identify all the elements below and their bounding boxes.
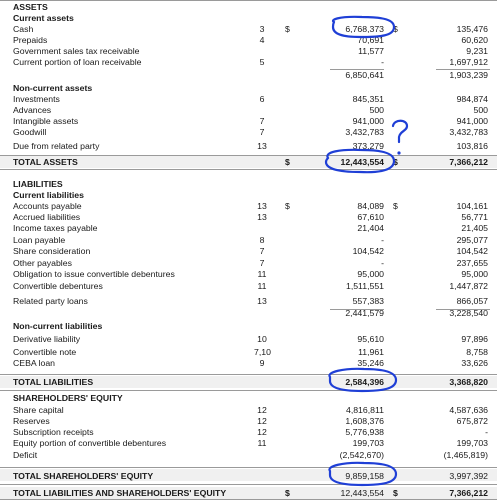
table-row <box>0 405 497 416</box>
row-note: 11 <box>257 269 267 279</box>
prior-value: 104,542 <box>456 246 488 256</box>
table-row <box>0 141 497 152</box>
currency-symbol: $ <box>285 201 290 211</box>
question-mark-text <box>404 118 405 119</box>
row-label: Deficit <box>13 450 38 460</box>
row-note: 7 <box>259 127 265 137</box>
row-label: Due from related party <box>13 141 100 151</box>
table-row <box>0 46 497 57</box>
row-note: 5 <box>259 57 265 67</box>
current-value: 373,279 <box>352 141 384 151</box>
grand-total-label: TOTAL LIABILITIES AND SHAREHOLDERS' EQUITY <box>13 488 227 498</box>
prior-value: 3,432,783 <box>449 127 488 137</box>
total-liabilities-label: TOTAL LIABILITIES <box>13 377 94 387</box>
row-label: Convertible debentures <box>13 281 103 291</box>
table-row <box>0 427 497 438</box>
table-row <box>0 235 497 246</box>
currency-symbol: $ <box>285 488 290 498</box>
current-value: 5,776,938 <box>345 427 384 437</box>
total-liabilities-row <box>0 377 497 388</box>
grand-total-prior: 7,366,212 <box>449 488 488 498</box>
noncurrent-liabilities-heading-row <box>0 321 497 332</box>
equity-heading: SHAREHOLDERS' EQUITY <box>13 393 123 403</box>
current-value: 557,383 <box>352 296 384 306</box>
currency-symbol: $ <box>393 488 398 498</box>
prior-value: (1,465,819) <box>443 450 488 460</box>
row-label: Government sales tax receivable <box>13 46 140 56</box>
rule <box>0 390 497 391</box>
current-value: 1,511,551 <box>345 281 384 291</box>
row-label: Convertible note <box>13 347 77 357</box>
prior-value: 941,000 <box>456 116 488 126</box>
row-label: Goodwill <box>13 127 47 137</box>
table-row <box>0 450 497 461</box>
current-value: 199,703 <box>352 438 384 448</box>
subtotal-row <box>0 70 497 81</box>
table-row <box>0 105 497 116</box>
grand-total-row <box>0 488 497 499</box>
current-value: 67,610 <box>357 212 384 222</box>
current-value: 21,404 <box>357 223 384 233</box>
row-label: Share capital <box>13 405 64 415</box>
table-row <box>0 416 497 427</box>
current-subtotal: 2,441,579 <box>345 308 384 318</box>
table-row <box>0 127 497 138</box>
current-value: 845,351 <box>352 94 384 104</box>
rule <box>0 374 497 375</box>
row-label: CEBA loan <box>13 358 56 368</box>
current-value: (2,542,670) <box>339 450 384 460</box>
table-row <box>0 296 497 307</box>
total-assets-label: TOTAL ASSETS <box>13 157 78 167</box>
row-note: 11 <box>257 438 267 448</box>
prior-value: - <box>485 427 488 437</box>
table-row <box>0 358 497 369</box>
rule <box>0 0 497 1</box>
row-note: 8 <box>259 235 265 245</box>
row-note: 7 <box>259 116 265 126</box>
current-value: 95,610 <box>357 334 384 344</box>
prior-value: 675,872 <box>456 416 488 426</box>
row-label: Equity portion of convertible debentures <box>13 438 167 448</box>
rule <box>0 155 497 156</box>
current-liabilities-heading: Current liabilities <box>13 190 84 200</box>
liabilities-heading-row <box>0 179 497 190</box>
row-label: Obligation to issue convertible debentures <box>13 269 175 279</box>
row-label: Reserves <box>13 416 50 426</box>
table-row <box>0 57 497 68</box>
table-row <box>0 116 497 127</box>
current-value: 500 <box>369 105 384 115</box>
prior-value: 1,697,912 <box>449 57 488 67</box>
row-note: 12 <box>257 427 267 437</box>
row-note: 7,10 <box>254 347 271 357</box>
current-value: 84,089 <box>357 201 384 211</box>
row-label: Subscription receipts <box>13 427 94 437</box>
prior-value: 199,703 <box>456 438 488 448</box>
prior-value: 33,626 <box>461 358 488 368</box>
total-liabilities-current: 2,584,396 <box>345 377 384 387</box>
prior-value: 866,057 <box>456 296 488 306</box>
row-label: Income taxes payable <box>13 223 98 233</box>
table-row <box>0 281 497 292</box>
assets-heading-row <box>0 2 497 13</box>
prior-value: 1,447,872 <box>449 281 488 291</box>
currency-symbol: $ <box>393 24 398 34</box>
current-value: 6,768,373 <box>345 24 384 34</box>
row-label: Related party loans <box>13 296 88 306</box>
current-subtotal: 6,850,641 <box>345 70 384 80</box>
current-value: 3,432,783 <box>345 127 384 137</box>
prior-value: 56,771 <box>461 212 488 222</box>
row-note: 9 <box>259 358 265 368</box>
row-label: Current portion of loan receivable <box>13 57 142 67</box>
table-row <box>0 347 497 358</box>
row-note: 6 <box>259 94 265 104</box>
total-equity-label: TOTAL SHAREHOLDERS' EQUITY <box>13 471 154 481</box>
prior-value: 984,874 <box>456 94 488 104</box>
row-note: 13 <box>257 141 267 151</box>
row-note: 12 <box>257 405 267 415</box>
table-row <box>0 269 497 280</box>
prior-value: 237,655 <box>456 258 488 268</box>
row-note: 11 <box>257 281 267 291</box>
prior-value: 60,620 <box>461 35 488 45</box>
current-value: 104,542 <box>352 246 384 256</box>
row-note: 7 <box>259 246 265 256</box>
total-equity-prior: 3,997,392 <box>449 471 488 481</box>
rule <box>0 467 497 468</box>
total-equity-current: 9,859,158 <box>345 471 384 481</box>
row-note: 10 <box>257 334 267 344</box>
currency-symbol: $ <box>285 157 290 167</box>
row-label: Prepaids <box>13 35 48 45</box>
row-label: Other payables <box>13 258 72 268</box>
total-assets-prior: 7,366,212 <box>449 157 488 167</box>
table-row <box>0 223 497 234</box>
table-row <box>0 334 497 345</box>
subtotal-row <box>0 308 497 319</box>
row-note: 3 <box>259 24 265 34</box>
noncurrent-assets-heading: Non-current assets <box>13 83 93 93</box>
current-assets-heading: Current assets <box>13 13 74 23</box>
row-label: Share consideration <box>13 246 91 256</box>
table-row <box>0 94 497 105</box>
row-note: 13 <box>257 212 267 222</box>
current-assets-heading-row <box>0 13 497 24</box>
row-label: Derivative liability <box>13 334 81 344</box>
grand-total-current: 12,443,554 <box>340 488 384 498</box>
row-note: 13 <box>257 296 267 306</box>
prior-value: 295,077 <box>456 235 488 245</box>
total-liabilities-prior: 3,368,820 <box>449 377 488 387</box>
table-row <box>0 201 497 212</box>
prior-value: 9,231 <box>466 46 488 56</box>
row-label: Loan payable <box>13 235 66 245</box>
prior-value: 104,161 <box>456 201 488 211</box>
prior-value: 97,896 <box>461 334 488 344</box>
prior-value: 4,587,636 <box>449 405 488 415</box>
table-row <box>0 212 497 223</box>
current-value: 35,246 <box>357 358 384 368</box>
prior-value: 135,476 <box>456 24 488 34</box>
row-label: Intangible assets <box>13 116 79 126</box>
row-label: Accounts payable <box>13 201 82 211</box>
prior-value: 95,000 <box>461 269 488 279</box>
prior-value: 500 <box>473 105 488 115</box>
equity-heading-row <box>0 393 497 404</box>
row-label: Accrued liabilities <box>13 212 81 222</box>
row-note: 13 <box>257 201 267 211</box>
row-note: 7 <box>259 258 265 268</box>
row-label: Advances <box>13 105 52 115</box>
current-value: 11,577 <box>358 46 384 56</box>
current-liabilities-heading-row <box>0 190 497 201</box>
assets-heading: ASSETS <box>13 2 48 12</box>
liabilities-heading: LIABILITIES <box>13 179 63 189</box>
currency-symbol: $ <box>393 157 398 167</box>
total-assets-current: 12,443,554 <box>340 157 384 167</box>
prior-subtotal: 3,228,540 <box>449 308 488 318</box>
table-row <box>0 438 497 449</box>
prior-value: 103,816 <box>456 141 488 151</box>
current-value: - <box>381 258 384 268</box>
total-assets-row <box>0 157 497 168</box>
prior-subtotal: 1,903,239 <box>449 70 488 80</box>
rule <box>0 169 497 170</box>
row-note: 4 <box>259 35 265 45</box>
current-value: 70,691 <box>357 35 384 45</box>
prior-value: 21,405 <box>461 223 488 233</box>
table-row <box>0 24 497 35</box>
currency-symbol: $ <box>393 201 398 211</box>
total-equity-row <box>0 471 497 482</box>
current-value: 4,816,811 <box>345 405 384 415</box>
current-value: 95,000 <box>357 269 384 279</box>
current-value: 1,608,376 <box>345 416 384 426</box>
current-value: - <box>381 57 384 67</box>
noncurrent-assets-heading-row <box>0 83 497 94</box>
rule <box>0 484 497 485</box>
row-label: Cash <box>13 24 34 34</box>
current-value: 11,961 <box>358 347 384 357</box>
noncurrent-liabilities-heading: Non-current liabilities <box>13 321 103 331</box>
table-row <box>0 35 497 46</box>
current-value: - <box>381 235 384 245</box>
currency-symbol: $ <box>285 24 290 34</box>
current-value: 941,000 <box>352 116 384 126</box>
table-row <box>0 246 497 257</box>
prior-value: 8,758 <box>466 347 488 357</box>
row-label: Investments <box>13 94 60 104</box>
row-note: 12 <box>257 416 267 426</box>
table-row <box>0 258 497 269</box>
